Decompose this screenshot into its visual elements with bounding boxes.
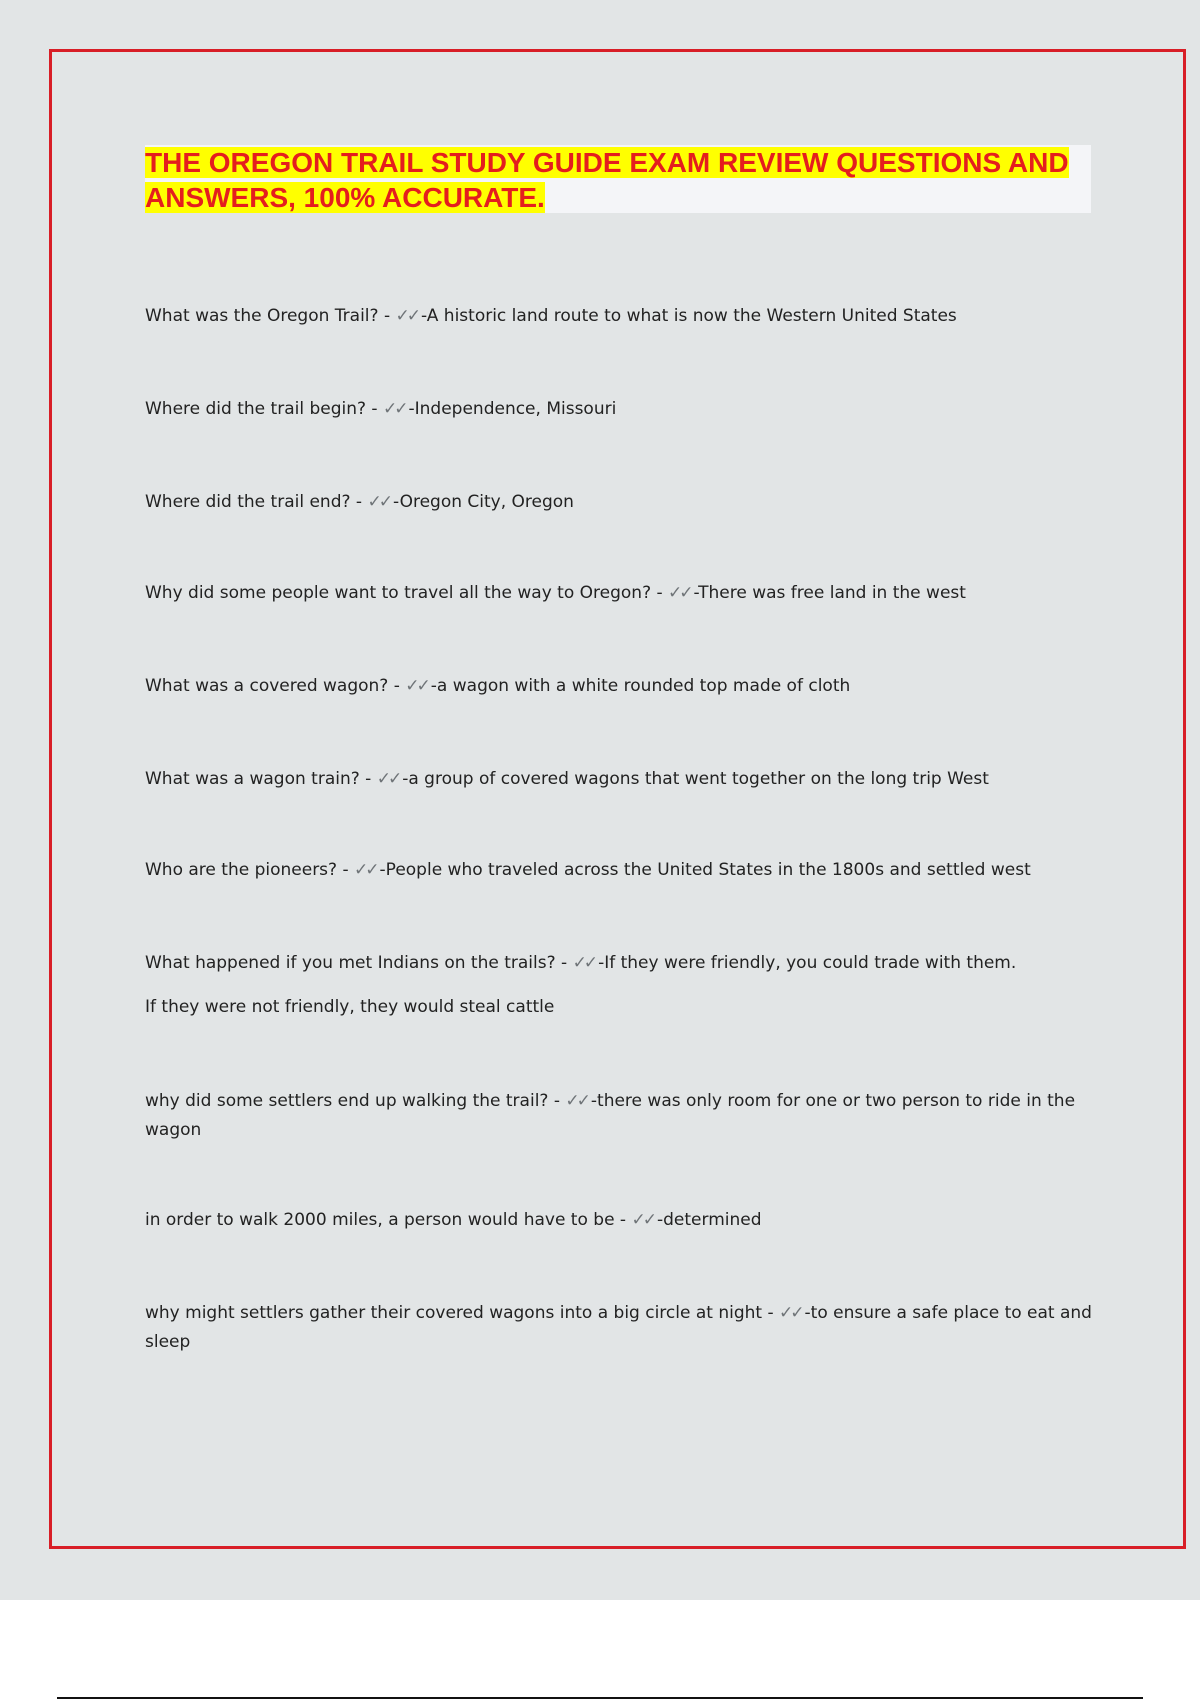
answer-prefix: -: [598, 953, 605, 973]
answer-text: to ensure a safe place to eat and sleep: [145, 1303, 1092, 1352]
separator: -: [366, 399, 383, 419]
answer-text: there was only room for one or two person to ride in the wagon: [145, 1091, 1076, 1140]
answer-prefix: -: [421, 306, 427, 326]
question-text: why might settlers gather their covered wagons into a big circle at night: [145, 1303, 763, 1323]
answer-prefix: -: [430, 676, 437, 696]
separator: -: [762, 1303, 780, 1323]
question-text: why did some settlers end up walking the trail?: [145, 1091, 549, 1111]
question-text: What happened if you met Indians on the trails?: [145, 953, 556, 973]
qa-item: [145, 672, 1105, 701]
document-title: [145, 145, 1091, 215]
qa-item: [145, 1206, 1105, 1235]
question-text: Why did some people want to travel all the way to Oregon?: [145, 583, 652, 603]
separator: -: [651, 583, 669, 603]
separator: -: [359, 769, 377, 789]
separator: -: [350, 492, 368, 512]
double-check-icon: ✓✓: [405, 676, 428, 696]
double-check-icon: ✓✓: [565, 1091, 588, 1111]
question-text: Who are the pioneers?: [145, 860, 338, 880]
answer-prefix: -: [392, 492, 400, 512]
answer-text-continued: If they were not friendly, they would steal cattle: [145, 997, 555, 1017]
answer-prefix: -: [804, 1303, 811, 1323]
answer-text: a wagon with a white rounded top made of cloth: [436, 676, 851, 696]
qa-item: [145, 856, 1105, 885]
separator: -: [555, 953, 573, 973]
question-text: Where did the trail begin?: [145, 399, 367, 419]
answer-prefix: -: [693, 583, 699, 603]
footer-divider: [57, 1697, 1143, 1699]
qa-item: [145, 395, 1105, 424]
title-highlight: THE OREGON TRAIL STUDY GUIDE EXAM REVIEW QUESTIONS AND ANSWERS, 100% ACCURATE.: [145, 147, 1069, 213]
separator: -: [548, 1091, 566, 1111]
question-text: in order to walk 2000 miles, a person would have to be: [145, 1210, 615, 1230]
question-text: What was a covered wagon?: [145, 676, 389, 696]
separator: -: [378, 306, 396, 326]
qa-item: [145, 579, 1105, 608]
double-check-icon: ✓✓: [395, 306, 418, 326]
separator: -: [614, 1210, 632, 1230]
answer-text: determined: [663, 1210, 762, 1230]
double-check-icon: ✓✓: [376, 769, 400, 789]
qa-item: [145, 302, 1105, 331]
answer-text: People who traveled across the United States in the 1800s and settled west: [385, 860, 1031, 880]
answer-prefix: -: [379, 860, 386, 880]
separator: -: [337, 860, 355, 880]
answer-text: There was free land in the west: [698, 583, 966, 603]
answer-prefix: -: [402, 769, 409, 789]
answer-prefix: -: [590, 1091, 598, 1111]
answer-text: Oregon City, Oregon: [399, 492, 574, 512]
answer-text: A historic land route to what is now the Western United States: [426, 306, 957, 326]
answer-text: a group of covered wagons that went together on the long trip West: [408, 769, 989, 789]
title-block: [145, 145, 1091, 213]
qa-item: [145, 1087, 1105, 1145]
double-check-icon: ✓✓: [572, 953, 596, 973]
qa-item: [145, 488, 1105, 517]
qa-item: [145, 1299, 1105, 1357]
qa-item: [145, 949, 1105, 1022]
double-check-icon: ✓✓: [382, 399, 406, 419]
answer-prefix: -: [656, 1210, 664, 1230]
answer-text: If they were friendly, you could trade with them.: [604, 953, 1017, 973]
question-text: What was a wagon train?: [145, 769, 360, 789]
separator: -: [388, 676, 406, 696]
question-text: What was the Oregon Trail?: [145, 306, 379, 326]
answer-prefix: -: [408, 399, 415, 419]
question-text: Where did the trail end?: [145, 492, 351, 512]
double-check-icon: ✓✓: [631, 1210, 654, 1230]
answer-text: Independence, Missouri: [414, 399, 617, 419]
qa-item: [145, 765, 1105, 794]
double-check-icon: ✓✓: [668, 583, 691, 603]
double-check-icon: ✓✓: [354, 860, 377, 880]
double-check-icon: ✓✓: [779, 1303, 802, 1323]
double-check-icon: ✓✓: [367, 492, 390, 512]
